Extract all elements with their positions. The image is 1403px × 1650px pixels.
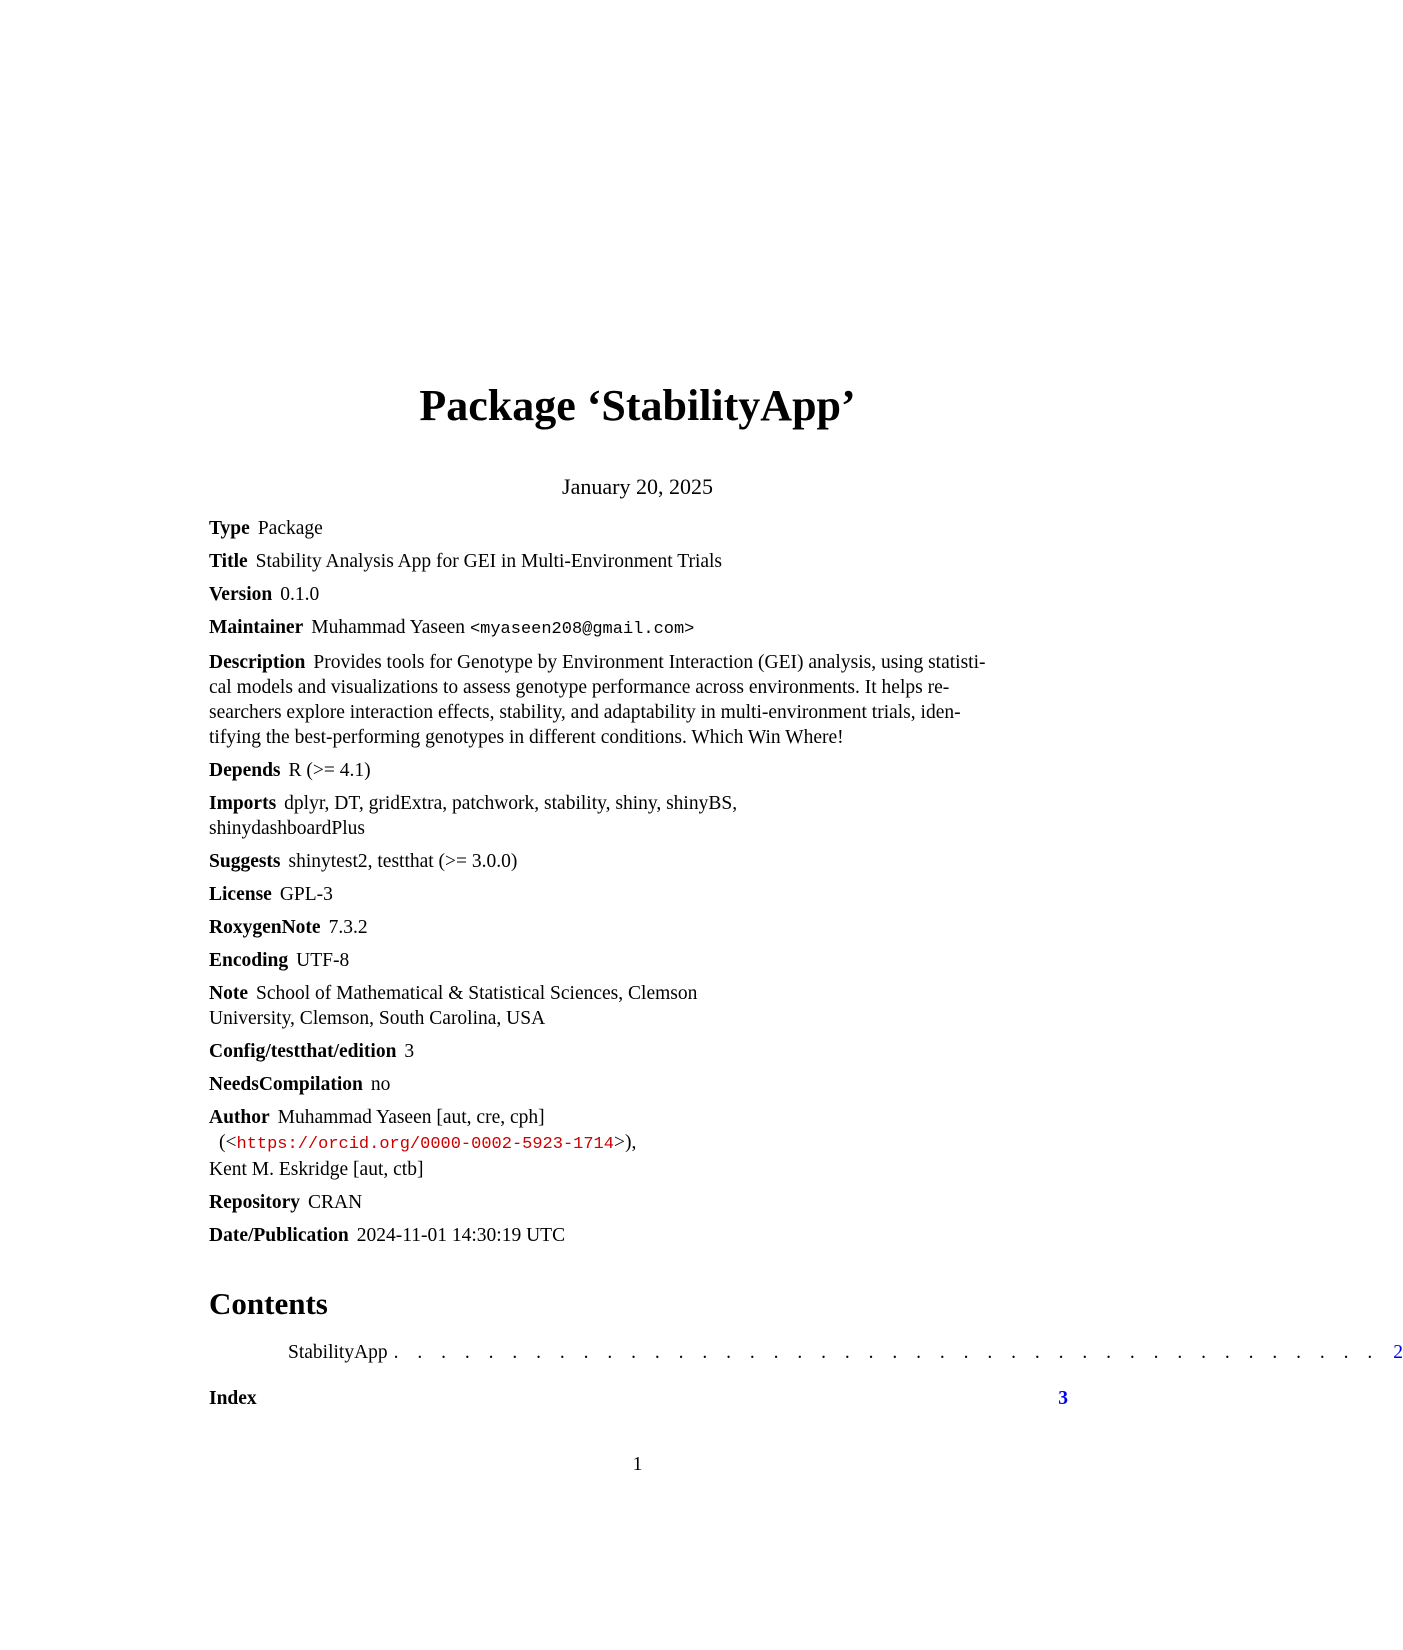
field-value: 2024-11-01 14:30:19 UTC	[356, 1225, 566, 1246]
description-line: searchers explore interaction effects, stability, and adaptability in multi-environment trials, iden-	[209, 702, 961, 723]
field-key: RoxygenNote	[209, 917, 321, 938]
field-description	[209, 650, 1069, 750]
field-key: Maintainer	[209, 617, 304, 638]
field-value: UTF-8	[296, 950, 350, 971]
field-config-testthat-edition	[209, 1039, 1069, 1064]
field-author	[209, 1105, 1069, 1182]
field-type	[209, 516, 1069, 541]
field-key: Config/testthat/edition	[209, 1041, 397, 1062]
field-key: Imports	[209, 793, 277, 814]
field-key: Suggests	[209, 851, 281, 872]
field-key: Note	[209, 983, 248, 1004]
field-version	[209, 582, 1069, 607]
field-roxygennote	[209, 915, 1069, 940]
author-line: Kent M. Eskridge [aut, ctb]	[209, 1159, 424, 1180]
page-title: Package ‘StabilityApp’	[419, 381, 856, 430]
author-orcid-line	[219, 1130, 1069, 1157]
field-key: NeedsCompilation	[209, 1074, 363, 1095]
field-title	[209, 549, 1069, 574]
field-value: 7.3.2	[328, 917, 368, 938]
toc-leader-dots: . . . . . . . . . . . . . . . . . . . . . . . . . . . . . . . . . . . . . . . . . .	[393, 1342, 1380, 1363]
page-date: January 20, 2025	[562, 474, 713, 499]
field-value: GPL-3	[279, 884, 333, 905]
field-date-publication	[209, 1223, 1069, 1248]
field-license	[209, 882, 1069, 907]
maintainer-email: <myaseen208@gmail.com>	[469, 620, 695, 639]
field-needscompilation	[209, 1072, 1069, 1097]
contents-heading: Contents	[209, 1286, 328, 1321]
field-value: R (>= 4.1)	[288, 760, 371, 781]
description-line: Provides tools for Genotype by Environment Interaction (GEI) analysis, using statisti-	[313, 652, 986, 673]
author-orcid-open: (<	[219, 1132, 237, 1153]
field-value: Package	[257, 518, 323, 539]
toc-entry-page-link[interactable]: 2	[1393, 1342, 1403, 1363]
field-key: Type	[209, 518, 250, 539]
field-maintainer	[209, 615, 1069, 642]
toc-index-label[interactable]: Index	[209, 1388, 257, 1409]
field-key: Author	[209, 1107, 270, 1128]
field-note	[209, 981, 1069, 1031]
field-key: Repository	[209, 1192, 300, 1213]
field-imports	[209, 791, 1069, 841]
field-key: License	[209, 884, 272, 905]
field-key: Date/Publication	[209, 1225, 349, 1246]
field-value: CRAN	[308, 1192, 363, 1213]
description-line: tifying the best-performing genotypes in different conditions. Which Win Where!	[209, 727, 844, 748]
field-value: shinytest2, testthat (>= 3.0.0)	[288, 851, 518, 872]
orcid-link[interactable]: https://orcid.org/0000-0002-5923-1714	[236, 1135, 614, 1154]
author-line: Muhammad Yaseen [aut, cre, cph]	[277, 1107, 545, 1128]
field-value: no	[370, 1074, 391, 1095]
toc-entry-stabilityapp[interactable]	[288, 1340, 1403, 1365]
field-key: Description	[209, 652, 306, 673]
imports-line: shinydashboardPlus	[209, 818, 365, 839]
field-key: Depends	[209, 760, 281, 781]
field-suggests	[209, 849, 1069, 874]
toc-index-page-link[interactable]: 3	[1058, 1388, 1068, 1409]
note-line: University, Clemson, South Carolina, USA	[209, 1008, 546, 1029]
field-value: 3	[404, 1041, 415, 1062]
page-number: 1	[632, 1454, 643, 1475]
imports-line: dplyr, DT, gridExtra, patchwork, stability, shiny, shinyBS,	[284, 793, 738, 814]
field-encoding	[209, 948, 1069, 973]
toc-entry-label[interactable]: StabilityApp	[288, 1342, 388, 1363]
field-depends	[209, 758, 1069, 783]
field-repository	[209, 1190, 1069, 1215]
author-orcid-close: >),	[613, 1132, 637, 1153]
field-key: Title	[209, 551, 248, 572]
field-key: Version	[209, 584, 273, 605]
field-key: Encoding	[209, 950, 289, 971]
field-value: 0.1.0	[280, 584, 320, 605]
maintainer-name: Muhammad Yaseen	[311, 617, 466, 638]
field-value: Stability Analysis App for GEI in Multi-Environment Trials	[255, 551, 723, 572]
toc-index-row[interactable]	[209, 1386, 1068, 1411]
description-fields	[209, 516, 1069, 1256]
description-line: cal models and visualizations to assess genotype performance across environments. It helps re-	[209, 677, 950, 698]
note-line: School of Mathematical & Statistical Sciences, Clemson	[255, 983, 698, 1004]
